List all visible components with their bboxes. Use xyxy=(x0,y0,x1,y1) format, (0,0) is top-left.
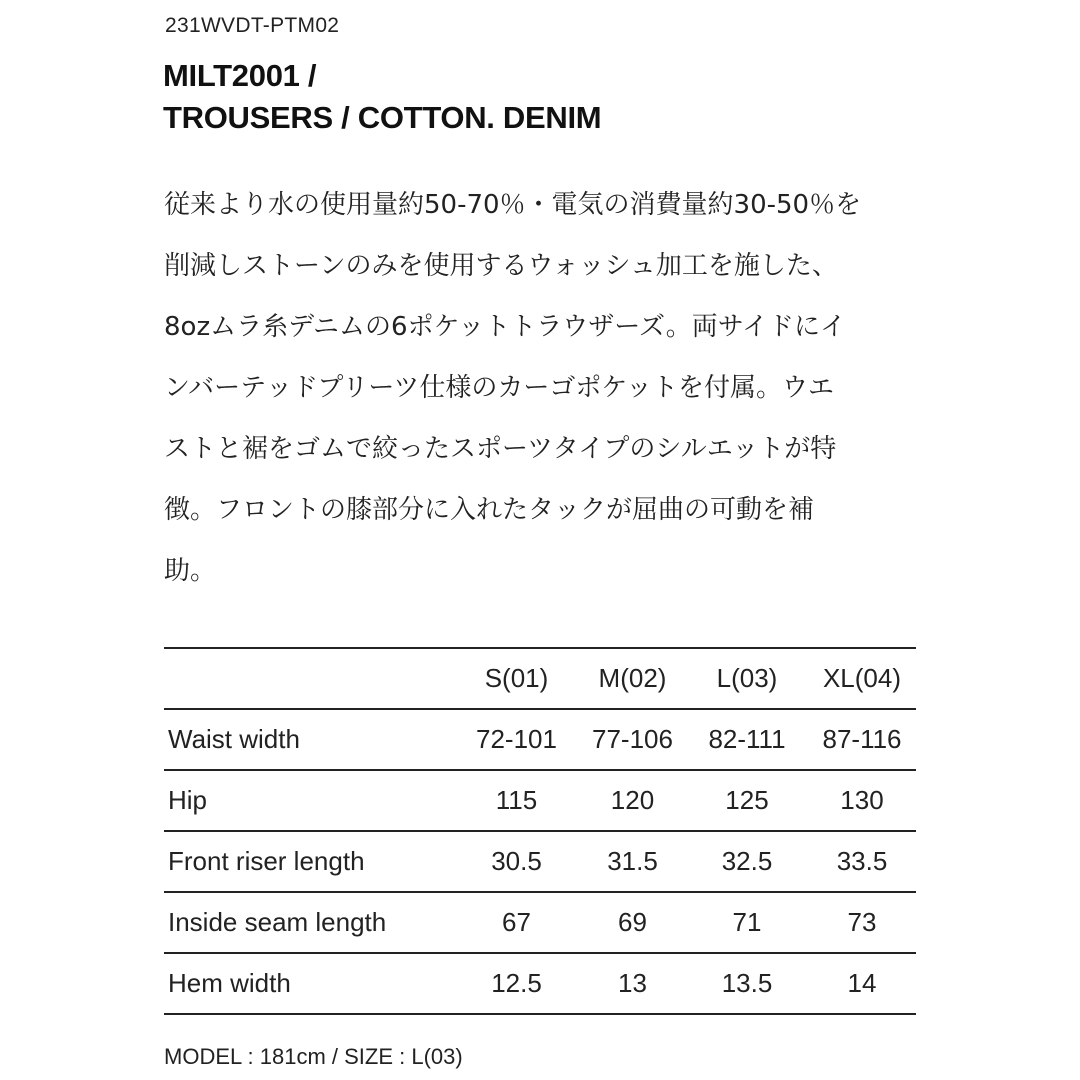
table-cell: 115 xyxy=(454,770,579,831)
row-label-waist-width: Waist width xyxy=(164,709,454,770)
size-table-corner xyxy=(164,648,454,709)
size-header-l: L(03) xyxy=(686,648,808,709)
product-title-line-1: MILT2001 / xyxy=(163,58,317,93)
size-header-xl: XL(04) xyxy=(808,648,916,709)
table-row xyxy=(164,831,916,892)
table-cell: 120 xyxy=(579,770,686,831)
table-cell: 14 xyxy=(808,953,916,1014)
table-cell: 13.5 xyxy=(686,953,808,1014)
row-label-front-riser-length: Front riser length xyxy=(164,831,454,892)
table-row xyxy=(164,953,916,1014)
description-line: 削減しストーンのみを使用するウォッシュ加工を施した、 xyxy=(164,251,838,281)
row-label-inside-seam-length: Inside seam length xyxy=(164,892,454,953)
description-line: ストと裾をゴムで絞ったスポーツタイプのシルエットが特 xyxy=(164,434,837,464)
table-cell: 33.5 xyxy=(808,831,916,892)
product-description xyxy=(164,175,934,602)
model-info: MODEL : 181cm / SIZE : L(03) xyxy=(164,1044,463,1069)
table-cell: 13 xyxy=(579,953,686,1014)
size-header-s: S(01) xyxy=(454,648,579,709)
table-row xyxy=(164,709,916,770)
table-cell: 72-101 xyxy=(454,709,579,770)
table-cell: 30.5 xyxy=(454,831,579,892)
description-line: ンバーテッドプリーツ仕様のカーゴポケットを付属。ウエ xyxy=(164,373,835,403)
table-cell: 130 xyxy=(808,770,916,831)
row-label-hip: Hip xyxy=(164,770,454,831)
table-cell: 87-116 xyxy=(808,709,916,770)
table-row xyxy=(164,892,916,953)
description-line: 8ozムラ糸デニムの6ポケットトラウザーズ。両サイドにイ xyxy=(164,312,846,342)
product-code: 231WVDT-PTM02 xyxy=(165,14,340,37)
table-cell: 77-106 xyxy=(579,709,686,770)
row-label-hem-width: Hem width xyxy=(164,953,454,1014)
size-table-header-row xyxy=(164,648,916,709)
description-line: 徴。フロントの膝部分に入れたタックが屈曲の可動を補 xyxy=(164,495,815,525)
table-cell: 67 xyxy=(454,892,579,953)
product-title xyxy=(163,55,601,139)
table-cell: 12.5 xyxy=(454,953,579,1014)
description-line: 助。 xyxy=(164,556,217,586)
table-cell: 32.5 xyxy=(686,831,808,892)
table-cell: 73 xyxy=(808,892,916,953)
table-cell: 69 xyxy=(579,892,686,953)
table-cell: 71 xyxy=(686,892,808,953)
table-cell: 125 xyxy=(686,770,808,831)
size-table xyxy=(164,647,916,1015)
table-cell: 82-111 xyxy=(686,709,808,770)
size-header-m: M(02) xyxy=(579,648,686,709)
product-title-line-2: TROUSERS / COTTON. DENIM xyxy=(163,100,602,135)
table-row xyxy=(164,770,916,831)
description-line: 従来より水の使用量約50-70％・電気の消費量約30-50％を xyxy=(164,190,862,220)
table-cell: 31.5 xyxy=(579,831,686,892)
